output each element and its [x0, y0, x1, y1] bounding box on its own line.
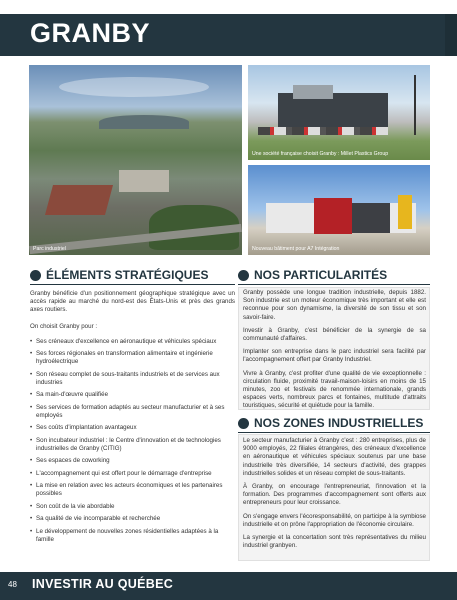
section-heading-zones	[238, 417, 430, 431]
photo-aerial-industrial-park	[29, 65, 242, 255]
list-item: • Le développement de nouvelles zones résidentielles adaptées à la famille	[30, 528, 235, 544]
paragraph: La synergie et la concertation sont très représentatives du milieu industriel granbyen.	[243, 534, 426, 550]
section-heading-text: NOS PARTICULARITÉS	[254, 268, 388, 282]
photo-parked-cars	[258, 127, 388, 135]
photo-cloud	[59, 77, 209, 97]
section-heading-particularites	[238, 269, 430, 283]
list-item: • Sa qualité de vie incomparable et recherchée	[30, 515, 235, 523]
photo-building-top	[293, 85, 333, 99]
list-item: • Son réseau complet de sous-traitants industriels et de services aux industries	[30, 371, 235, 387]
bullet-dot-icon	[238, 418, 249, 429]
photo-caption: Une société française choisit Granby : Millet Plastics Group	[252, 151, 389, 157]
bullet-dot-icon	[238, 270, 249, 281]
list-item: • Son incubateur industriel : le Centre d'innovation et de technologies industrielles de Granby (CITIG)	[30, 437, 235, 453]
zones-column	[243, 437, 426, 555]
publication-name: INVESTIR AU QUÉBEC	[32, 577, 174, 591]
list-item: • Ses services de formation adaptés au secteur manufacturier et à ses employés	[30, 404, 235, 420]
list-item: • Ses espaces de coworking	[30, 457, 235, 465]
paragraph: Investir à Granby, c'est bénéficier de la synergie de sa communauté d'affaires.	[243, 326, 426, 343]
paragraph: Implanter son entreprise dans le parc industriel sera facilité par l'accompagnement offert par Granby Industriel.	[243, 348, 426, 364]
paragraph: Le secteur manufacturier à Granby c'est : 280 entreprises, plus de 9000 employés, 22 filiales étrangères, des créneaux d'excellence en aéronautique et véhicules spéciaux soutenus par une base industrielle très diversifiée, 14 secteurs d'activité, des grappes industrielles solides et un réseau complet de sous-traitants.	[243, 437, 426, 477]
strategic-list	[30, 338, 235, 544]
section-rule	[30, 284, 235, 285]
photo-caption: Parc industriel	[33, 246, 66, 252]
list-item: • Ses forces régionales en transformation alimentaire et ingénierie hydroélectrique	[30, 350, 235, 366]
list-item: • Sa main-d'œuvre qualifiée	[30, 391, 235, 399]
photo-roof	[119, 170, 169, 192]
top-margin	[0, 0, 457, 14]
title-bar-accent	[445, 14, 457, 56]
paragraph: Vivre à Granby, c'est profiter d'une qualité de vie exceptionnelle : circulation fluide, proximité travail-maison-loisirs en moins de 15 minutes, zoo et festivals de renommée internationale, grands espaces verts, nombreux parcs et fontaines, multitude d'attraits touristiques, sécurité et quiétude pour la famille.	[243, 369, 426, 410]
photo-red-facade	[314, 198, 352, 234]
section-heading-text: ÉLÉMENTS STRATÉGIQUES	[46, 268, 209, 282]
strategic-column	[30, 290, 235, 548]
photo-new-building	[248, 165, 430, 255]
photo-factory	[248, 65, 430, 160]
photo-caption: Nouveau bâtiment pour A7 Intégration	[252, 246, 340, 252]
strategic-intro: Granby bénéficie d'un positionnement géographique stratégique avec un accès rapide au marché du nord-est des États-Unis et près des grands axes routiers.	[30, 290, 235, 314]
section-rule	[238, 432, 430, 433]
particularites-column	[243, 289, 426, 416]
photo-dark-facade	[352, 203, 390, 233]
photo-lamp-pole	[414, 75, 416, 135]
photo-machinery	[398, 195, 412, 229]
photo-roof	[45, 185, 113, 215]
list-item: • Son coût de la vie abordable	[30, 503, 235, 511]
list-item: • La mise en relation avec les acteurs économiques et les partenaires possibles	[30, 482, 235, 498]
list-item: • Ses créneaux d'excellence en aéronautique et véhicules spéciaux	[30, 338, 235, 346]
paragraph: Granby possède une longue tradition industrielle, depuis 1882. Son industrie est un moteur économique très important et elle est reconnue pour son dynamisme, la diversité de son tissu et son savoir-faire.	[243, 289, 426, 321]
bullet-dot-icon	[30, 270, 41, 281]
paragraph: On s'engage envers l'écoresponsabilité, on participe à la symbiose industrielle et on prône l'appropriation de l'économie circulaire.	[243, 512, 426, 528]
list-item: • Ses coûts d'implantation avantageux	[30, 424, 235, 432]
section-heading-text: NOS ZONES INDUSTRIELLES	[254, 416, 424, 430]
photo-mountain	[99, 115, 189, 129]
page-title: GRANBY	[30, 18, 151, 48]
strategic-choose-label: On choisit Granby pour :	[30, 322, 98, 330]
footer-bar	[0, 572, 457, 600]
list-item: • L'accompagnement qui est offert pour le démarrage d'entreprise	[30, 470, 235, 478]
section-rule	[238, 284, 430, 285]
title-bar	[0, 14, 457, 56]
section-heading-strategic	[30, 269, 235, 283]
paragraph: À Granby, on encourage l'entrepreneuriat, l'innovation et la formation. Des programmes d'accompagnement sont offerts aux entrepreneurs pour leur croissance.	[243, 483, 426, 507]
page-number: 48	[8, 580, 17, 589]
